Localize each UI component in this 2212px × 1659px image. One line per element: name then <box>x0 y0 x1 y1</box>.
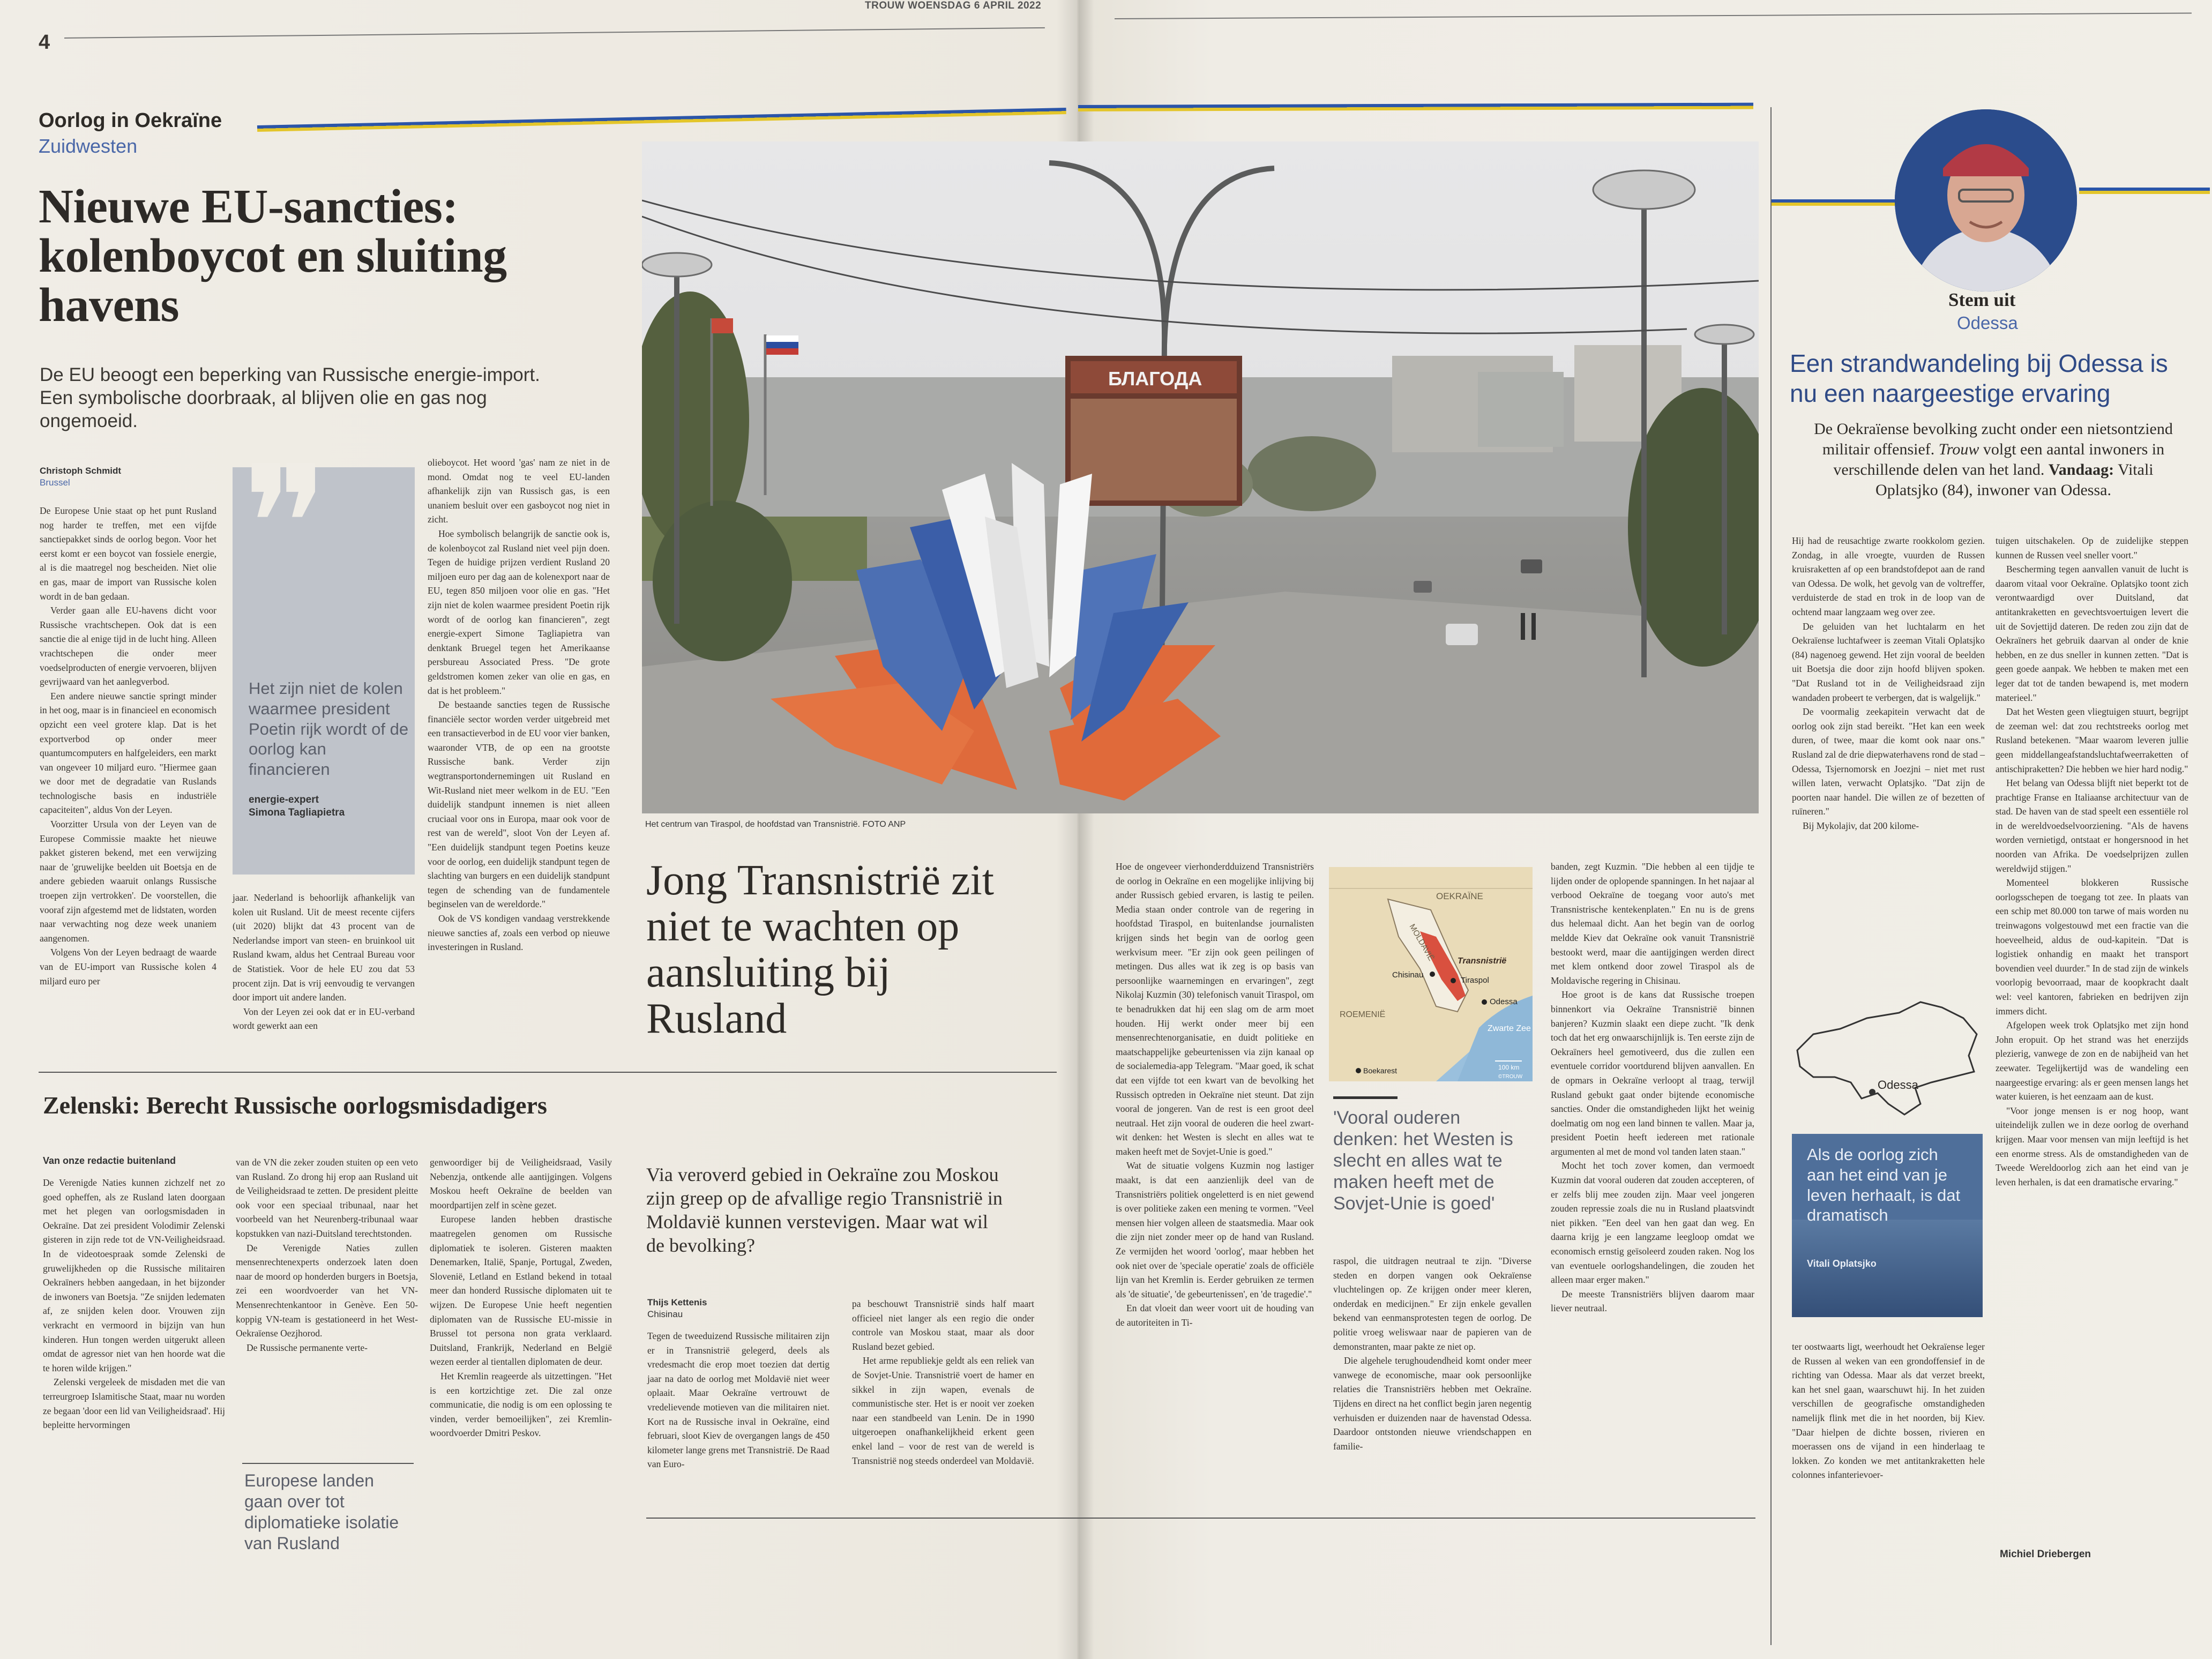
paragraph: Von der Leyen zei ook dat er in EU-verband wordt gewerkt aan een <box>233 1006 415 1032</box>
author-name: Christoph Schmidt <box>40 466 122 476</box>
transnistria-headline: Jong Transnistrië zit niet te wachten op aansluiting bij Rusland <box>646 857 994 1042</box>
zelenski-top-rule <box>39 1072 1057 1073</box>
transnistria-byline <box>647 1297 787 1320</box>
page-number: 4 <box>39 31 50 54</box>
ukraine-outline-graphic <box>1792 997 1979 1125</box>
paragraph: pa beschouwt Transnistrië sinds half maart officieel niet langer als een regio die onder controle van Moskou staat, maar als door Rusland bezet gebied. <box>852 1298 1034 1352</box>
paragraph: Verder gaan alle EU-havens dicht voor Russische vrachtschepen. Ook dat is een sanctie die al enige tijd in de lucht hing. Alleen vrachtschepen die onder meer voedselproducten of energie vervoeren, blijven gevrijwaard van het aanlegverbod. <box>40 605 216 687</box>
paragraph: Mocht het toch zover komen, dan vermoedt Kuzmin dat vooral ouderen dat zouden accepteren, of er zelfs blij mee zouden zijn. Maar veel jongeren zouden repressie zoals die nu in Rusland plaatsvindt niet pikken. "Een deel van hen gaat dan weg. En daarna krijg je een langzame leegloop omdat we economisch ernstig geïsoleerd zouden raken. Nog los van eventuele oorlogshandelingen, die zouden het alleen maar erger maken." <box>1551 1160 1754 1286</box>
stem-uit-today-label: Vandaag: <box>2048 461 2114 479</box>
tiraspol-photo <box>642 141 1759 813</box>
sanctions-headline: Nieuwe EU-sancties: kolenboycot en sluiting havens <box>39 180 507 332</box>
paragraph: Hoe symbolisch belangrijk de sanctie ook is, de kolenboycot zal Rusland niet veel pijn doen. Tegen de huidige prijzen verdient Rusland 20 miljoen euro per dag aan de kolenexport naar de EU, tegen 850 miljoen voor olie en gas. "Het zijn niet de kolen waarmee president Poetin rijk wordt of de oorlog kan financieren", zegt energie-expert Simone Tagliapietra van denktank Bruegel tegen het Amerikaanse persbureau Associated Press. "De grote geldstromen komen zeker van olie en gas, en dat is het probleem." <box>428 528 610 696</box>
sanctions-intro: De EU beoogt een beperking van Russische energie-import. Een symbolische doorbraak, al blijven olie en gas nog ongemoeid. <box>40 364 540 431</box>
paragraph: Ook de VS kondigen vandaag verstrekkende nieuwe sancties af, zoals een verbod op nieuwe investeringen in Rusland. <box>428 913 610 953</box>
paragraph: banden, zegt Kuzmin. "Die hebben al een tijdje te lijden onder de oplopende spanningen. In het najaar al verbood Oekraïne de toegang voor auto's met Transnistrische kentekenplaten." En nu is de grens dus helemaal dicht. Aan het begin van de oorlog meldde Kiev dat Oekraïne ook vanuit Transnistrië bestookt werd, maar die aantijgingen werden direct met klem ontkend door zowel Tiraspol als de Moldavische regering in Chisinau. <box>1551 861 1754 986</box>
photo-caption: Het centrum van Tiraspol, de hoofdstad van Transnistrië. FOTO ANP <box>645 820 906 829</box>
paragraph: De Verenigde Naties kunnen zichzelf net zo goed opheffen, als ze Rusland laten doorgaan met het plegen van oorlogsmisdaden in Oekraïne. Dat zei president Volodimir Zelenski gisteren in zijn rede tot de VN-Veiligheidsraad. In de videotoespraak somde Zelenski de gruwelijkheden op die Russische militairen Oekraïners hebben aangedaan, in het bijzonder de inwoners van Boetsja. "Ze snijden ledematen af, ze snijden kelen door. Vrouwen zijn verkracht en vermoord in bijzijn van hun kinderen. Hun tongen werden uitgerukt alleen omdat de agressor niet van hen hoorde wat die te horen wilde krijgen." <box>43 1177 225 1373</box>
zelenski-column-3 <box>430 1155 612 1440</box>
paragraph: De Verenigde Naties zullen mensenrechtenexperts onderzoek laten doen naar de moord op honderden burgers in Boetsja, zei een woordvoerder van het VN-Mensenrechtenkantoor in Genève. Een 50-koppig VN-team is gestationeerd in het West-Oekraïense Oezjhorod. <box>236 1242 418 1339</box>
map-label-chisinau: Chisinau <box>1392 970 1424 980</box>
tiraspol-photo-graphic <box>642 141 1759 813</box>
transnistria-author: Thijs Kettenis <box>647 1297 707 1307</box>
paragraph: Afgelopen week trok Oplatsjko met zijn hond John eropuit. Op het strand was het enerzijds plezierig, vanwege de zon en de nabijheid van het zeewater. Tegelijkertijd was de wandeling een naargeestige ervaring: als er geen mensen langs het water kuieren, is het eenzaam aan de kust. <box>1996 1020 2188 1102</box>
subsection-label: Zuidwesten <box>39 135 138 157</box>
stem-uit-today-text: Vitali Oplatsjko (84), inwoner van Odessa. <box>1875 461 2154 499</box>
quote-source-role: energie-expert <box>249 794 319 805</box>
odessa-quote-text: Als de oorlog zich aan het eind van je leven herhaalt, is dat dramatisch <box>1807 1145 1961 1225</box>
zelenski-quote-rule <box>242 1463 414 1464</box>
zelenski-headline: Zelenski: Berecht Russische oorlogsmisdadigers <box>43 1092 547 1119</box>
transnistria-column-4 <box>1333 1254 1531 1453</box>
paragraph: Bescherming tegen aanvallen vanuit de lucht is daarom vitaal voor Oekraïne. Oplatsjko toont zich verontwaardigd over Duitsland, dat antitankraketten en gevechtsvoertuigen levert die uit de Sovjettijd dateren. De reden zou zijn dat de Oekraïners het gebruik daarvan al onder de knie hebben, en ze dus sneller in kunnen zetten. "Dat is geen goede aanpak. We hebben te maken met een leger dat tot de tanden bewapend is, met modern materieel." <box>1996 564 2188 703</box>
map-source: ©TROUW <box>1498 1074 1523 1080</box>
paragraph: Hoe de ongeveer vierhonderdduizend Transnistriërs de oorlog in Oekraïne en een mogelijke inlijving bij ander Russisch gebied ervaren, is lastig te peilen. Media staan onder controle van de regering in hoofdstad Tiraspol, en buitenlandse journalisten krijgen sinds het begin van de oorlog geen werkvisum meer. "Er zijn ook geen peilingen of metingen. Dus alles wat ik zeg is op basis van persoonlijke waarnemingen en ervaringen", zegt Nikolaj Kuzmin (30) telefonisch vanuit Tiraspol, om te benadrukken dat hij een slag om de arm moet houden. Hij werkt onder meer bij een mensenrechtenorganisatie, en duidt politieke en maatschappelijke gebeurtenissen via zijn kanaal op de socialemedia-app Telegram. "Maar goed, ik schat dat een vijfde tot een kwart van de bevolking het Russisch optreden in Oekraïne niet steunt. Dat zijn vooral de jongeren. Van de rest is een groot deel neutraal. Het zijn vooral de ouderen die heel zwart-wit denken: het Westen is slecht en alles wat te maken heeft met de Sovjet-Unie is goed." <box>1116 861 1314 1157</box>
paragraph: ter oostwaarts ligt, weerhoudt het Oekraïense leger de Russen al weken van een grondoffensief in de richting van Odessa. Maar als dat verzet breekt, kan het snel gaan, waarschuwt hij. In het zuiden verschillen de geografische omstandigheden namelijk flink met die in het noorden, bij Kiev. "Daar hielpen de dichte bossen, rivieren en moerassen ons de vijand in een hinderlaag te lokken. Zo konden we met antitankraketten hele colonnes infanterievoer- <box>1792 1341 1985 1481</box>
zelenski-column-2 <box>236 1155 418 1355</box>
transnistria-bottom-rule <box>646 1518 1755 1519</box>
transnistria-quote-rule <box>1333 1096 1398 1099</box>
stem-uit-colour-bar-left <box>1772 199 1895 206</box>
transnistria-map <box>1329 867 1533 1081</box>
stem-uit-city: Odessa <box>1957 313 2018 333</box>
stem-uit-intro-b: Trouw <box>1938 440 1979 458</box>
paragraph: De bestaande sancties tegen de Russische financiële sector worden verder uitgebreid met een transactieverbod in de EU voor vier banken, waaronder VTB, de op een na grootste Russische bank. Verder zijn wegtransportondernemingen uit Rusland en Wit-Rusland niet meer welkom in de EU. "Een duidelijk standpunt innemen is niet alleen cruciaal voor ons in Europa, maar ook voor de rest van de wereld", sloot Von der Leyen af. "Een duidelijk standpunt tegen Poetins keuze voor de oorlog, een duidelijk standpunt tegen de slachting van burgers en een duidelijk standpunt tegen de schending van de fundamentele beginselen van de wereldorde." <box>428 699 610 910</box>
odessa-author: Michiel Driebergen <box>2000 1549 2091 1560</box>
map-label-moldavie: MOLDAVIË <box>1407 922 1436 963</box>
paragraph: Die algehele terughoudendheid komt onder meer vanwege de economische, maar ook persoonlijke relaties die Transnistriërs hebben met Oekraïne. Tijdens en direct na het conflict begin jaren negentig verhuisden er duizenden naar de havenstad Odessa. Daardoor ontstonden nieuwe vriendschappen en familie- <box>1333 1355 1531 1452</box>
sanctions-column-3 <box>428 455 610 954</box>
paragraph: De Russische permanente verte- <box>246 1342 368 1353</box>
odessa-column-1b <box>1792 1340 1985 1482</box>
portrait-avatar <box>1895 109 2077 292</box>
ukraine-outline-map <box>1792 997 1979 1125</box>
stem-uit-intro-c: volgt een aantal inwoners in verschillende delen van het land. <box>1833 440 2165 479</box>
paragraph: Hij had de reusachtige zwarte rookkolom gezien. Zondag, in alle vroegte, vuurden de Russen kruisraketten af op een brandstofdepot aan de rand van Odessa. De wolk, het gevolg van de voltreffer, verduisterde de stad en trok in de loop van de ochtend maar langzaam weg over zee. <box>1792 535 1985 617</box>
paragraph: genwoordiger bij de Veiligheidsraad, Vasily Nebenzja, ontkende alle aantijgingen. Volgens Moskou heeft Oekraïne de beelden van moordpartijen zelf in scène gezet. <box>430 1157 612 1210</box>
map-label-tiraspol: Tiraspol <box>1461 976 1489 985</box>
paragraph: Het arme republiekje geldt als een reliek van de Sovjet-Unie. Transnistrië voert de hamer en sikkel in zijn wapen, evenals de communistische ster. Het is er nooit ver zoeken naar een standbeeld van Lenin. De in 1990 uitgeroepen onafhankelijkheid erkent geen enkel land – voor de rest van de wereld is Transnistrië nog steeds onderdeel van Moldavië. <box>852 1355 1034 1466</box>
odessa-column-1 <box>1792 534 1985 833</box>
paragraph: Hoe groot is de kans dat Russische troepen binnenkort via Oekraïne Transnistrië binnen banjeren? Kuzmin slaakt een diepe zucht. "Ik denk toch dat het erg onwaarschijnlijk is. Ten eerste zijn de Oekraïners heel gemotiveerd, dus die zullen een eventuele corridor voortdurend blijven aanvallen. En de opmars in Oekraïne verloopt al traag, terwijl Rusland gebukt gaat onder bijtende economische sancties. Onder die omstandigheden lijkt het weinig doelmatig om nog een land binnen te vallen. Maar ja, president Poetin heeft iedereen met rationale argumenten al met de mond vol tanden laten staan." <box>1551 989 1754 1157</box>
author-location: Brussel <box>40 477 70 488</box>
paragraph: Tegen de tweeduizend Russische militairen zijn er in Transnistrië gelegerd, deels als vredesmacht die erop moet toezien dat dertig jaar na dato de oorlog met Moldavië niet weer oplaait. Maar Oekraïne vertrouwt de vredelievende motieven van die militairen niet. Kort na de Russische inval in Oekraïne, eind februari, sloot Kiev de overgangen langs de 450 kilometer lange grens met Transnistrië. De Raad van Euro- <box>647 1331 829 1470</box>
paragraph: Het belang van Odessa blijft niet beperkt tot de prachtige Franse en Italiaanse architectuur van de stad. De haven van de stad speelt een essentiële rol in de wereldvoedselvoorziening. "Als de havens worden vernietigd, ontstaat er hongersnood in het noorden van Afrika. De voedselprijzen zullen wereldwijd stijgen." <box>1996 778 2188 874</box>
zelenski-column-1 <box>43 1176 225 1432</box>
paragraph: De geluiden van het luchtalarm en het Oekraïense luchtafweer is zeeman Vitali Oplatsjko (84) nagenoeg gewend. Het zijn vooral de beelden uit Boetsja die door zijn hoofd blijven spoken. "Dat Rusland tot in de Veiligheidsraad zijn wandaden probeert te verbergen, dat is walgelijk." <box>1792 621 1985 703</box>
stem-uit-intro-a: De Oekraïense bevolking zucht onder een nietsontziend militair offensief. <box>1814 420 2173 458</box>
paragraph: Voorzitter Ursula von der Leyen van de Europese Commissie maakte het nieuwe pakket gisteren bekend, met een verwijzing naar de 'gruwelijke beelden uit Boetsja en de andere gebieden waaruit onlangs Russische troepen zijn vertrokken'. De voorstellen, die vooraf zijn afgestemd met de lidstaten, worden naar verwachting nog deze week unaniem aangenomen. <box>40 819 216 944</box>
paragraph: De meeste Transnistriërs blijven daarom maar liever neutraal. <box>1551 1288 1754 1314</box>
paragraph: raspol, die uitdragen neutraal te zijn. "Diverse steden en dorpen vangen ook Oekraïense vluchtelingen op. Ze krijgen onder meer kleren, onderdak en medicijnen." Er zijn enkele gevallen bekend van eenmansprotesten tegen de oorlog. De politie vroeg weliswaar naar de papieren van de demonstranten, maar pakte ze niet op. <box>1333 1256 1531 1352</box>
photo-billboard-sign: БЛАГОДА <box>1108 368 1202 390</box>
quote-mark-icon: ❞ <box>242 437 329 615</box>
paragraph: De Europese Unie staat op het punt Rusland nog harder te treffen, met een vijfde sanctiepakket sinds de oorlog begon. Voor het eerst komt er een boycot van fossiele energie, al is die maatregel nog bescheiden. Niet olie en gas, maar de import van Russische kolen wordt in de ban gedaan. <box>40 505 216 602</box>
odessa-quote-box <box>1792 1134 1983 1317</box>
paragraph: Bij Mykolajiv, dat 200 kilome- <box>1803 820 1919 831</box>
quote-source-name: Simona Tagliapietra <box>249 807 345 818</box>
map-label-transnistrie: Transnistrië <box>1458 956 1507 966</box>
paragraph: van de VN die zeker zouden stuiten op een veto van Rusland. Zo drong hij erop aan Rusland uit de Veiligheidsraad te zetten. De president pleitte ook voor een speciaal tribunaal, naar het voorbeeld van het Neurenberg-tribunaal waar kopstukken van nazi-Duitsland terechtstonden. <box>236 1157 418 1239</box>
paragraph: Volgens Von der Leyen bedraagt de waarde van de EU-import van Russische kolen 4 miljard euro per <box>40 947 216 987</box>
map-label-oekraine: OEKRAÏNE <box>1436 891 1483 901</box>
paragraph: Zelenski vergeleek de misdaden met die van terreurgroep Islamitische Staat, maar nu worden ze begaan 'door een lid van Veiligheidsraad'. Hij bepleitte hervormingen <box>43 1377 225 1431</box>
ukraine-map-odessa-label: Odessa <box>1878 1078 1918 1092</box>
map-label-zwarte-zee: Zwarte Zee <box>1488 1024 1531 1033</box>
stem-uit-label: Stem uit <box>1948 289 2016 310</box>
paragraph: Europese landen hebben drastische maatregelen genomen om Russische diplomatiek te isoleren. Gisteren maakten Denemarken, Italië, Spanje, Portugal, Zweden, Slovenië, Letland en Estland bekend in totaal meer dan honderd Russische diplomaten uit te wijzen. De Europese Unie heeft negentien diplomaten van de Russische EU-missie in Brussel tot persona non grata verklaard. Duitsland, Frankrijk, Nederland en België wezen eerder al tientallen diplomaten de deur. <box>430 1214 612 1367</box>
transnistria-map-graphic <box>1329 867 1533 1081</box>
masthead: TROUW WOENSDAG 6 APRIL 2022 <box>865 0 1042 11</box>
paragraph: jaar. Nederland is behoorlijk afhankelijk van kolen uit Rusland. Uit de meest recente cijfers (uit 2020) blijkt dat 43 procent van de Nederlandse import van steen- en bruinkool uit Rusland kwam, aldus het Centraal Bureau voor de Statistiek. Voor de hele EU zou dat 53 procent zijn. Dat is vrij eenvoudig te vervangen door import uit andere landen. <box>233 892 415 1003</box>
sanctions-column-1 <box>40 504 216 988</box>
odessa-column-2 <box>1996 534 2188 1189</box>
transnistria-intro: Via veroverd gebied in Oekraïne zou Moskou zijn greep op de afvallige regio Transnistrië in Moldavië kunnen verstevigen. Maar wat wil de bevolking? <box>646 1164 1003 1256</box>
paragraph: Het Kremlin reageerde als uitzettingen. "Het is een kortzichtige zet. Die zal onze communicatie, die nodig is om een oplossing te vinden, verder bemoeilijken", zei Kremlin-woordvoerder Dmitri Peskov. <box>430 1370 612 1439</box>
transnistria-quote: 'Vooral ouderen denken: het Westen is slecht en alles wat te maken heeft met de Sovjet-Unie is goed' <box>1333 1108 1513 1214</box>
map-label-odessa: Odessa <box>1490 997 1518 1006</box>
zelenski-quote: Europese landen gaan over tot diplomatieke isolatie van Rusland <box>244 1471 399 1553</box>
stem-uit-intro <box>1800 419 2186 500</box>
sanctions-quote-text: Het zijn niet de kolen waarmee president Poetin rijk wordt of de oorlog kan financieren <box>249 679 409 779</box>
transnistria-column-5 <box>1551 860 1754 1316</box>
paragraph: En dat vloeit dan weer voort uit de houding van de autoriteiten in Ti- <box>1116 1303 1314 1328</box>
sanctions-column-2 <box>233 891 415 1033</box>
stem-uit-colour-bar-right <box>2079 188 2210 194</box>
sanctions-byline <box>40 465 179 489</box>
transnistria-column-2 <box>852 1297 1034 1468</box>
portrait-graphic <box>1895 109 2077 292</box>
stem-uit-headline: Een strandwandeling bij Odessa is nu een naargeestige ervaring <box>1790 349 2168 407</box>
zelenski-byline: Van onze redactie buitenland <box>43 1155 176 1166</box>
paragraph: Momenteel blokkeren Russische oorlogsschepen de toegang tot zee. In plaats van een schip met 80.000 ton tarwe of mais worden nu treinwagons volgestouwd met een fractie van die hoeveelheid, aldus de oud-kapitein. "Dat is logistiek onhandig en maakt het transport bovendien veel duurder." In de stad zijn de winkels voorlopig bevoorraad, maar de koopkracht daalt wel: veel kantoren, fabrieken en bedrijven zijn immers dicht. <box>1996 877 2188 1017</box>
paragraph: Wat de situatie volgens Kuzmin nog lastiger maakt, is dat een aanzienlijk deel van de Transnistriërs politiek ongeletterd is en niet gewend is over politieke zaken een mening te vormen. "Veel mensen hier volgen alleen de staatsmedia. Maar ook die zijn niet zonder meer op de hand van Rusland. Ze vermijden het woord 'oorlog', maar hebben het ook niet over de 'speciale operatie' zoals de officiële lijn van het Kremlin is. Eerder gebruiken ze termen als 'de situatie', 'de gebeurtenissen', en 'de tragedie'." <box>1116 1160 1314 1299</box>
transnistria-location: Chisinau <box>647 1309 683 1319</box>
paragraph: De voormalig zeekapitein verwacht dat de oorlog ook zijn stad bereikt. "Het kan een week duren, of twee, maar die komt ook naar ons." Rusland zal de drie diepwaterhavens rond de stad – Odessa, Tsjernomorsk en Joezjni – niet met rust willen laten, verwacht Oplatsjko. "Dat zijn de poorten naar handel. Die willen ze of bezetten of ruïneren." <box>1792 706 1985 817</box>
paragraph: olieboycot. Het woord 'gas' nam ze niet in de mond. Omdat nog te veel EU-landen afhankelijk zijn van Russisch gas, is een unaniem besluit over een gasboycot nog niet in zicht. <box>428 457 610 525</box>
map-label-boekarest: Boekarest <box>1363 1066 1398 1075</box>
map-label-roemenie: ROEMENIË <box>1340 1010 1386 1019</box>
paragraph: Een andere nieuwe sanctie springt minder in het oog, maar is in financieel en economisch opzicht een veel grotere klap. Dat is het exportverbod op onder meer quantumcomputers en halfgeleiders, een markt van ongeveer 10 miljard euro. "Hiermee gaan we door met de degradatie van Ruslands technologische basis en industriële capaciteiten", aldus Von der Leyen. <box>40 690 216 816</box>
sanctions-quote-box <box>233 437 415 875</box>
paragraph: tuigen uitschakelen. Op de zuidelijke steppen kunnen de Russen veel sneller voort." <box>1996 535 2188 561</box>
section-label: Oorlog in Oekraïne <box>39 109 222 132</box>
transnistria-column-1 <box>647 1329 829 1471</box>
map-scale: 100 km <box>1498 1064 1520 1071</box>
odessa-quote-name: Vitali Oplatsjko <box>1807 1258 1877 1269</box>
paragraph: Dat het Westen geen vliegtuigen stuurt, begrijpt de zeeman wel: dat zou rechtstreeks oorlog met Rusland betekenen. "Maar waarom leveren jullie geen middellangeafstandsluchtafweerraketten of antischipraketten? Die hebben we hier hard nodig." <box>1996 706 2188 774</box>
transnistria-column-3 <box>1116 860 1314 1330</box>
paragraph: "Voor jonge mensen is er nog hoop, want uiteindelijk zullen we in deze oorlog de overhand krijgen. Maar voor mensen van mijn leeftijd is het een enorme stress. Als de omstandigheden van de Tweede Wereldoorlog zich aan het eind van je leven herhalen, is dat een dramatische ervaring." <box>1996 1105 2188 1187</box>
